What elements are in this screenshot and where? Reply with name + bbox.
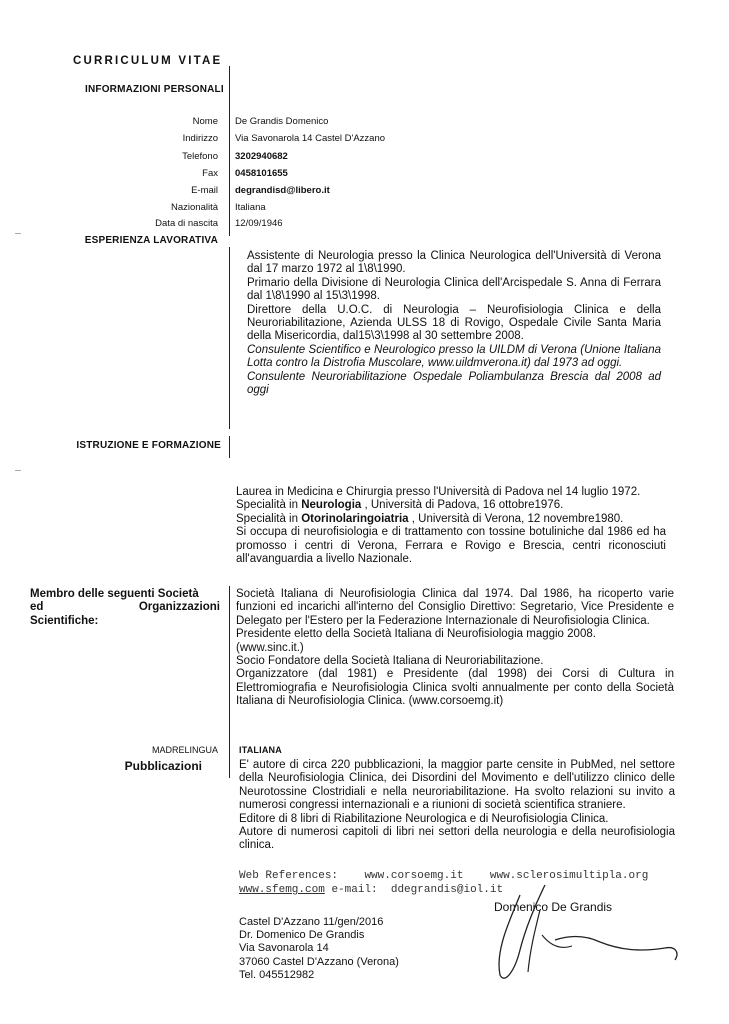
society-item: Società Italiana di Neurofisiologia Clinica dal 1974. Dal 1986, ha ricoperto varie funzioni ed incarichi all'interno del Consiglio Direttivo: Segretario, Vice Presidente e Delegato per l'Estero per la Federazione Internazionale di Neurofisiologia Clinica. <box>236 588 674 627</box>
experience-item: Direttore della U.O.C. di Neurologia – Neurofisiologia Clinica e della Neuroriabilitazione, Azienda ULSS 18 di Rovigo, Ospedale Civile Santa Maria della Misericordia, dal15\3\1998 al 30 settembre 2008. <box>247 303 661 343</box>
publication-item: Editore di 8 libri di Riabilitazione Neurologica e di Neurofisiologia Clinica. <box>239 812 609 825</box>
education-degree: Laurea in Medicina e Chirurgia presso l'Università di Padova nel 14 luglio 1972. <box>236 486 641 498</box>
field-label: Data di nascita <box>155 218 218 229</box>
field-label: E-mail <box>191 185 218 196</box>
societies-label-line: Scientifiche: <box>30 614 99 627</box>
email-label: e-mail: <box>331 884 378 896</box>
education-specialty <box>236 513 666 526</box>
society-item: Organizzatore (dal 1981) e Presidente (dal 1998) dei Corsi di Cultura in Elettromiografia e Neurofisiologia Clinica svolti annualmente per conto della Società Italiana di Neurofisiologia Clinica. (www.corsoemg.it) <box>236 668 674 708</box>
text: Specialità in <box>236 512 302 525</box>
text: Specialità in <box>236 499 302 512</box>
field-value-birthdate: 12/09/1946 <box>235 218 283 229</box>
publication-item: Autore di numerosi capitoli di libri nei settori della neurologia e della neurofisiologia clinica. <box>239 826 675 852</box>
societies-label <box>30 588 220 628</box>
scan-mark <box>15 233 21 234</box>
field-value-email: degrandisd@libero.it <box>235 185 330 196</box>
society-item: Socio Fondatore della Società Italiana di Neuroriabilitazione. <box>236 655 544 668</box>
scan-mark <box>15 470 21 471</box>
experience-item: Primario della Divisione di Neurologia Clinica dell'Arcispedale S. Anna di Ferrara dal 1\8\1990 al 15\3\1998. <box>247 276 661 303</box>
signature-name: Domenico De Grandis <box>494 900 613 914</box>
education-specialty <box>236 499 666 512</box>
experience-item: Consulente Neuroriabilitazione Ospedale Poliambulanza Brescia dal 2008 ad oggi <box>247 370 661 397</box>
specialty-name: Otorinolaringoiatria <box>301 512 409 525</box>
web-label: Web References: <box>239 870 339 882</box>
society-item: Presidente eletto della Società Italiana di Neurofisiologia maggio 2008. <box>236 628 596 641</box>
society-item: (www.sinc.it.) <box>236 641 304 654</box>
specialty-name: Neurologia <box>301 499 362 512</box>
text: Organizzazioni <box>138 601 220 614</box>
text: , Università di Padova, 16 ottobre1976. <box>361 499 564 512</box>
experience-item: Consulente Scientifico e Neurologico presso la UILDM di Verona (Unione Italiana Lotta contro la Distrofia Muscolare, www.uildmverona.it) dal 1973 ad oggi. <box>247 343 661 370</box>
publications-block <box>239 759 675 853</box>
email-link[interactable]: ddegrandis@iol.it <box>390 884 504 896</box>
field-value-nationality: Italiana <box>235 202 266 213</box>
language-value: ITALIANA <box>239 745 282 755</box>
field-label: Nazionalità <box>171 202 218 213</box>
personal-section-heading: INFORMAZIONI PERSONALI <box>85 84 224 95</box>
field-label: Nome <box>192 116 218 127</box>
handwritten-signature <box>480 880 690 990</box>
education-heading: ISTRUZIONE E FORMAZIONE <box>76 440 221 451</box>
field-label: Telefono <box>182 151 218 162</box>
publications-label: Pubblicazioni <box>124 759 202 773</box>
field-value-phone: 3202940682 <box>235 151 288 162</box>
field-label: Indirizzo <box>182 133 218 144</box>
place-date: Castel D'Azzano 11/gen/2016 <box>239 916 384 928</box>
street: Via Savonarola 14 <box>239 942 329 955</box>
experience-item: Assistente di Neurologia presso la Clinica Neurologica dell'Università di Verona dal 17 marzo 1972 al 1\8\1990. <box>247 250 661 276</box>
web-references-2 <box>239 884 503 896</box>
web-link[interactable]: www.corsoemg.it <box>364 870 464 882</box>
education-note: Si occupa di neurofisiologia e di trattamento con tossine botuliniche dal 1986 ed ha promosso i centri di Verona, Ferrara e Rovigo e Brescia, centri riconosciuti all'avanguardia a livello Nazionale. <box>236 526 666 566</box>
web-link[interactable]: www.sfemg.com <box>239 884 325 896</box>
societies-label-line: Membro delle seguenti Società <box>30 588 199 600</box>
field-value-name: De Grandis Domenico <box>235 116 329 127</box>
text: , Università di Verona, 12 novembre1980. <box>408 512 624 525</box>
phone: Tel. 045512982 <box>239 968 315 981</box>
divider-line <box>229 436 230 458</box>
societies-block <box>236 588 674 709</box>
divider-line <box>229 247 230 429</box>
divider-line <box>229 740 230 778</box>
field-value-address: Via Savonarola 14 Castel D'Azzano <box>235 133 386 144</box>
divider-line <box>229 66 230 236</box>
text: ed <box>30 601 44 614</box>
address-block <box>239 916 399 982</box>
publication-item: E' autore di circa 220 pubblicazioni, la maggior parte censite in PubMed, nel settore della Neurofisiologia Clinica, dei Disordini del Movimento e dell'utilizzo clinico delle Neurotossine Clostridiali e nella neuroriabilitazione. Ha svolto relazioni su invito a numerosi congressi internazionali e a riunioni di società scientifica straniere. <box>239 759 675 812</box>
experience-heading: ESPERIENZA LAVORATIVA <box>84 235 218 246</box>
city: 37060 Castel D'Azzano (Verona) <box>239 955 399 968</box>
language-label: MADRELINGUA <box>151 745 218 755</box>
experience-list <box>247 250 661 397</box>
field-label: Fax <box>202 168 218 179</box>
education-block <box>236 486 666 566</box>
cv-title: CURRICULUM VITAE <box>73 55 223 67</box>
field-value-fax: 0458101655 <box>235 168 288 179</box>
web-link[interactable]: www.sclerosimultipla.org <box>489 870 649 882</box>
societies-label-line <box>30 601 220 614</box>
full-name: Dr. Domenico De Grandis <box>239 929 365 942</box>
